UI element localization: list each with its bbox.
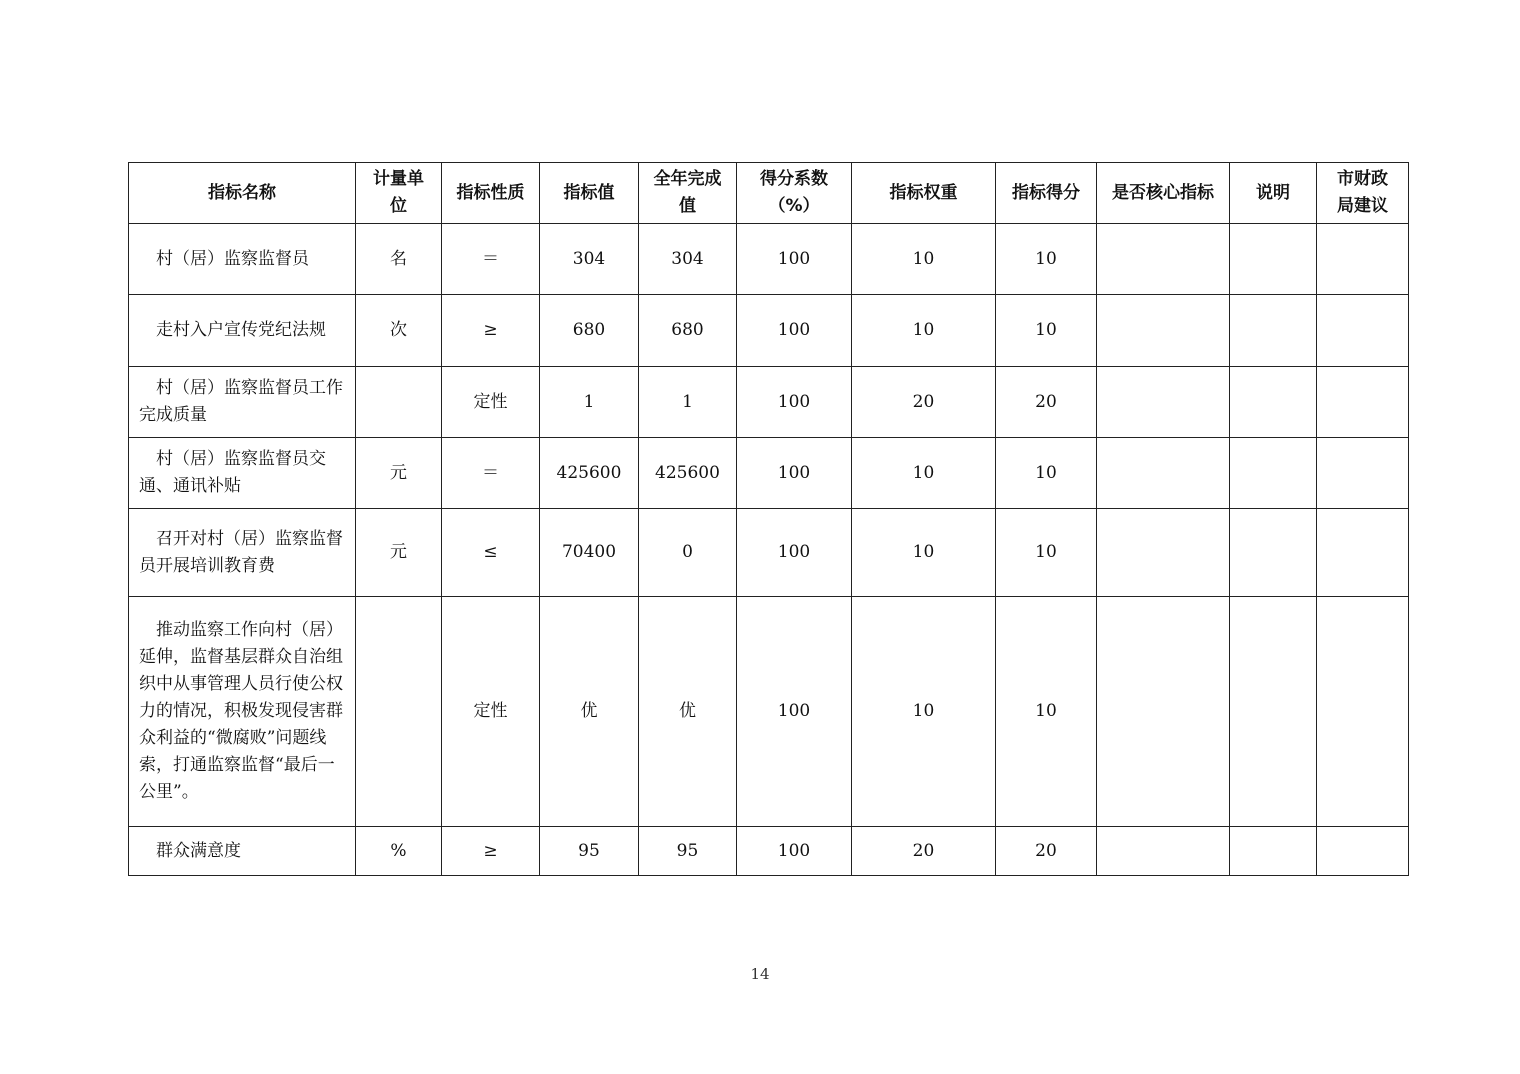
cell-name: 村（居）监察监督员工作完成质量: [129, 367, 356, 438]
cell-note: [1230, 597, 1317, 827]
cell-unit: 名: [356, 224, 442, 295]
cell-coefficient: 100: [737, 367, 852, 438]
table-header-row: [129, 163, 1409, 224]
cell-unit: [356, 597, 442, 827]
cell-score: 10: [996, 438, 1097, 509]
cell-coefficient: 100: [737, 295, 852, 367]
cell-weight: 20: [852, 367, 996, 438]
page-number: 14: [750, 965, 770, 983]
cell-core: [1097, 367, 1230, 438]
header-score-coefficient: 得分系数 （%）: [737, 163, 852, 224]
cell-note: [1230, 224, 1317, 295]
cell-score: 10: [996, 224, 1097, 295]
cell-target: 优: [540, 597, 639, 827]
cell-weight: 10: [852, 438, 996, 509]
cell-nature: ≥: [442, 827, 540, 876]
cell-coefficient: 100: [737, 597, 852, 827]
table-row: [129, 295, 1409, 367]
table-row: [129, 224, 1409, 295]
header-target-value: 指标值: [540, 163, 639, 224]
header-indicator-name: 指标名称: [129, 163, 356, 224]
cell-actual: 1: [639, 367, 737, 438]
cell-nature: ≥: [442, 295, 540, 367]
cell-actual: 425600: [639, 438, 737, 509]
header-nature: 指标性质: [442, 163, 540, 224]
cell-coefficient: 100: [737, 438, 852, 509]
cell-advice: [1317, 597, 1409, 827]
cell-nature: ≤: [442, 509, 540, 597]
cell-unit: 元: [356, 438, 442, 509]
cell-actual: 95: [639, 827, 737, 876]
cell-coefficient: 100: [737, 224, 852, 295]
table-row: [129, 827, 1409, 876]
header-finance-advice: 市财政 局建议: [1317, 163, 1409, 224]
cell-target: 95: [540, 827, 639, 876]
cell-advice: [1317, 295, 1409, 367]
cell-name: 村（居）监察监督员: [129, 224, 356, 295]
header-annual-actual: 全年完成 值: [639, 163, 737, 224]
cell-nature: 定性: [442, 367, 540, 438]
header-weight: 指标权重: [852, 163, 996, 224]
cell-score: 10: [996, 509, 1097, 597]
cell-target: 425600: [540, 438, 639, 509]
cell-weight: 10: [852, 509, 996, 597]
cell-coefficient: 100: [737, 509, 852, 597]
cell-nature: 定性: [442, 597, 540, 827]
cell-nature: ＝: [442, 224, 540, 295]
cell-name: 推动监察工作向村（居）延伸，监督基层群众自治组织中从事管理人员行使公权力的情况，积极发现侵害群众利益的“微腐败”问题线索，打通监察监督“最后一公里”。: [129, 597, 356, 827]
cell-actual: 优: [639, 597, 737, 827]
cell-score: 20: [996, 827, 1097, 876]
cell-advice: [1317, 509, 1409, 597]
cell-actual: 680: [639, 295, 737, 367]
cell-score: 20: [996, 367, 1097, 438]
table-row: [129, 597, 1409, 827]
cell-score: 10: [996, 597, 1097, 827]
cell-target: 70400: [540, 509, 639, 597]
cell-target: 1: [540, 367, 639, 438]
cell-advice: [1317, 438, 1409, 509]
cell-note: [1230, 438, 1317, 509]
table-row: [129, 367, 1409, 438]
cell-unit: [356, 367, 442, 438]
table-row: [129, 438, 1409, 509]
cell-actual: 304: [639, 224, 737, 295]
cell-nature: ＝: [442, 438, 540, 509]
cell-advice: [1317, 827, 1409, 876]
cell-advice: [1317, 367, 1409, 438]
cell-unit: 元: [356, 509, 442, 597]
cell-weight: 10: [852, 224, 996, 295]
cell-score: 10: [996, 295, 1097, 367]
cell-core: [1097, 438, 1230, 509]
header-unit: 计量单 位: [356, 163, 442, 224]
cell-name: 走村入户宣传党纪法规: [129, 295, 356, 367]
cell-advice: [1317, 224, 1409, 295]
cell-core: [1097, 295, 1230, 367]
table-row: [129, 509, 1409, 597]
cell-name: 群众满意度: [129, 827, 356, 876]
cell-target: 304: [540, 224, 639, 295]
cell-core: [1097, 597, 1230, 827]
cell-note: [1230, 827, 1317, 876]
cell-core: [1097, 827, 1230, 876]
indicator-table: [128, 162, 1409, 876]
cell-note: [1230, 367, 1317, 438]
cell-unit: %: [356, 827, 442, 876]
cell-unit: 次: [356, 295, 442, 367]
cell-core: [1097, 224, 1230, 295]
cell-coefficient: 100: [737, 827, 852, 876]
cell-weight: 20: [852, 827, 996, 876]
header-is-core: 是否核心指标: [1097, 163, 1230, 224]
cell-note: [1230, 295, 1317, 367]
cell-core: [1097, 509, 1230, 597]
header-score: 指标得分: [996, 163, 1097, 224]
cell-weight: 10: [852, 295, 996, 367]
cell-target: 680: [540, 295, 639, 367]
cell-name: 村（居）监察监督员交通、通讯补贴: [129, 438, 356, 509]
cell-name: 召开对村（居）监察监督员开展培训教育费: [129, 509, 356, 597]
header-note: 说明: [1230, 163, 1317, 224]
cell-note: [1230, 509, 1317, 597]
cell-weight: 10: [852, 597, 996, 827]
cell-actual: 0: [639, 509, 737, 597]
